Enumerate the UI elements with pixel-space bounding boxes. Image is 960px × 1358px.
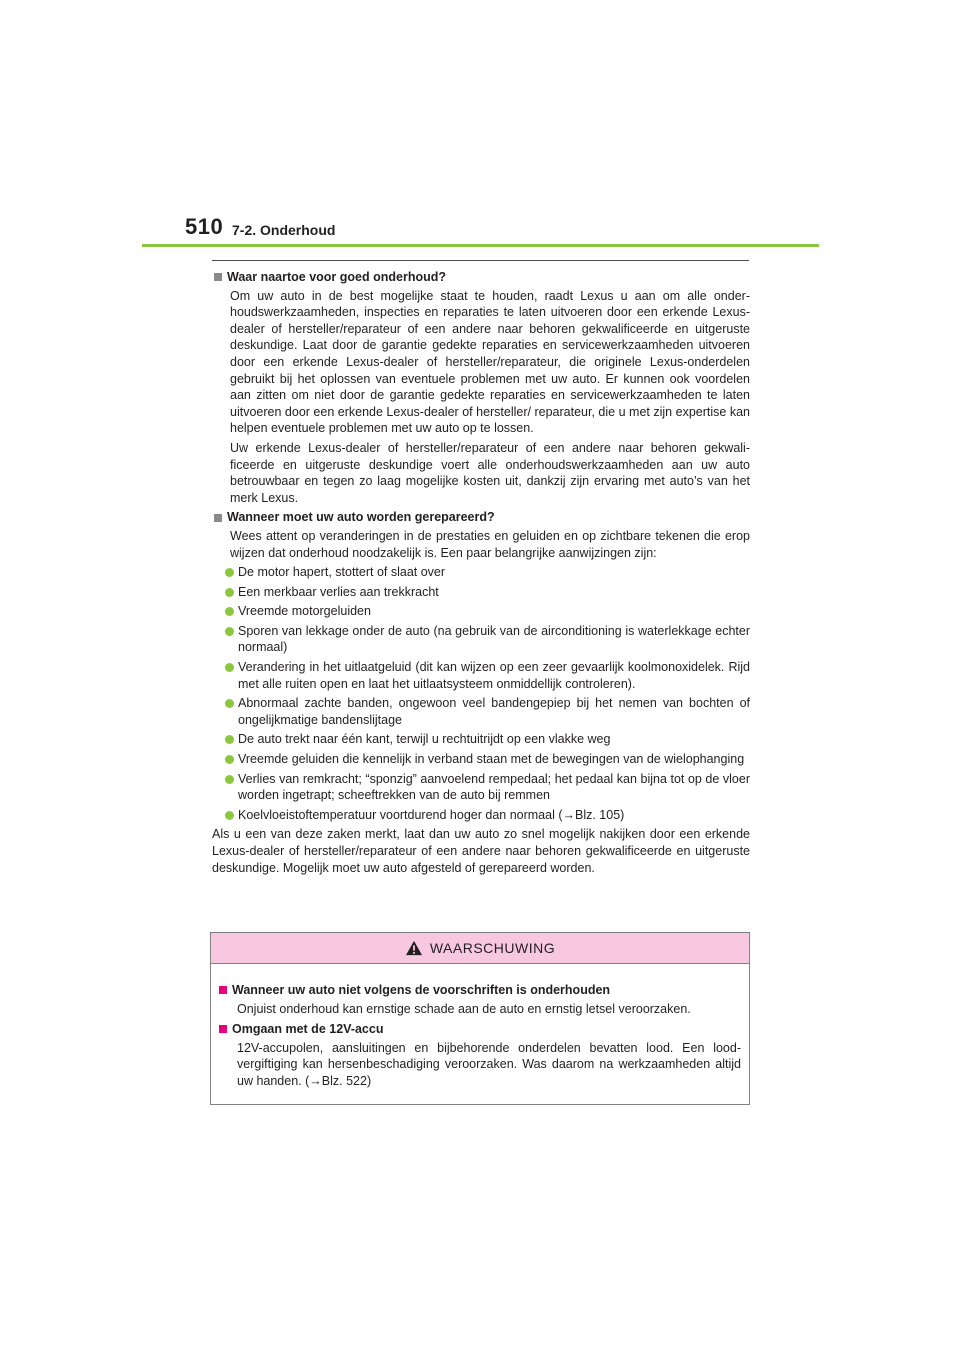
bullet-dot-icon xyxy=(225,588,234,597)
list-item-text: Vreemde geluiden die kennelijk in verband staan met de bewegingen van de wielophanging xyxy=(238,752,745,767)
list-item xyxy=(212,807,750,824)
bullet-dot-icon xyxy=(225,811,234,820)
bullet-dot-icon xyxy=(225,663,234,672)
list-item-text: De motor hapert, stottert of slaat over xyxy=(238,565,446,580)
bullet-dot-icon xyxy=(225,627,234,636)
main-content xyxy=(212,266,750,876)
bullet-dot-icon xyxy=(225,735,234,744)
header-rule xyxy=(142,244,819,247)
list-item xyxy=(212,751,750,768)
bullet-dot-icon xyxy=(225,755,234,764)
list-item xyxy=(212,659,750,692)
square-bullet-icon xyxy=(219,986,227,994)
warning-body xyxy=(211,964,749,1090)
bullet-dot-icon xyxy=(225,568,234,577)
square-bullet-icon xyxy=(214,273,222,281)
page-number: 510 xyxy=(185,214,224,239)
list-item-text: Koelvloeistoftemperatuur voortdurend hoger dan normaal (→Blz. 105) xyxy=(238,807,625,822)
list-item-text: Een merkbaar verlies aan trekkracht xyxy=(238,584,439,599)
list-item xyxy=(212,623,750,656)
paragraph: Uw erkende Lexus-dealer of hersteller/reparateur of een andere naar behoren gekwalificeerde en uitgeruste deskundige voert alle onderhoudswerkzaamheden aan uw auto betrouwbaar en tegen zo laag mogelijke kosten uit, dankzij zijn ervaring met auto’s van het merk Lexus. xyxy=(230,440,750,505)
closing-paragraph: Als u een van deze zaken merkt, laat dan uw auto zo snel mogelijk nakijken door een erkende Lexus-dealer of hersteller/reparateur of een andere naar behoren gekwalificeerde en uitgeruste deskundige. Mogelijk moet uw auto afgesteld of gerepareerd worden. xyxy=(212,827,750,875)
warning-title: WAARSCHUWING xyxy=(429,939,556,956)
list-item-text: Sporen van lekkage onder de auto (na gebruik van de airconditioning is waterlekkage echter normaal) xyxy=(238,623,750,655)
section-heading xyxy=(212,269,750,286)
warning-text: 12V-accupolen, aansluitingen en bijbehorende onderdelen bevatten lood. Een loodvergiftiging kan hersenbeschadiging veroorzaken. Was daarom na werkzaamheden altijd uw handen. (→Blz. 522) xyxy=(237,1040,741,1088)
list-item-text: Verandering in het uitlaatgeluid (dit kan wijzen op een zeer gevaarlijk koolmonoxidelek. Rijd met alle ruiten open en laat het uitlaatsysteem onmiddellijk controleren). xyxy=(238,660,750,691)
bullet-dot-icon xyxy=(225,775,234,784)
list-item xyxy=(212,695,750,728)
warning-header xyxy=(211,933,749,964)
list-item xyxy=(212,584,750,601)
square-bullet-icon xyxy=(214,514,222,522)
warning-heading xyxy=(219,1021,741,1038)
paragraph: Wees attent op veranderingen in de prestaties en geluiden en op zichtbare tekenen die erop wijzen dat onderhoud noodzakelijk is. Een paar belangrijke aanwijzingen zijn: xyxy=(230,528,750,560)
warning-heading xyxy=(219,982,741,999)
bullet-dot-icon xyxy=(225,699,234,708)
list-item-text: De auto trekt naar één kant, terwijl u rechtuitrijdt op een vlakke weg xyxy=(238,732,611,747)
list-item-text: Vreemde motorgeluiden xyxy=(238,604,371,619)
list-item xyxy=(212,603,750,620)
bullet-dot-icon xyxy=(225,607,234,616)
list-item xyxy=(212,564,750,581)
section-heading-text: Wanneer moet uw auto worden gerepareerd? xyxy=(227,510,495,525)
symptom-list xyxy=(212,564,750,823)
square-bullet-icon xyxy=(219,1025,227,1033)
warning-text: Onjuist onderhoud kan ernstige schade aan de auto en ernstig letsel veroorzaken. xyxy=(237,1001,691,1016)
warning-triangle-icon xyxy=(405,940,423,956)
warning-heading-text: Omgaan met de 12V-accu xyxy=(232,1022,384,1037)
list-item-text: Abnormaal zachte banden, ongewoon veel bandengepiep bij het nemen van bochten of ongelijkmatige bandenslijtage xyxy=(238,696,750,727)
section-title: 7-2. Onderhoud xyxy=(232,222,336,238)
list-item xyxy=(212,771,750,804)
warning-box xyxy=(210,932,750,1105)
paragraph: Om uw auto in de best mogelijke staat te houden, raadt Lexus u aan om alle onderhoudswerkzaamheden, inspecties en reparaties te laten uitvoeren door een erkende Lexus-dealer of hersteller/reparateur of een andere naar behoren gekwalificeerde en uitgeruste deskundige. Laat door de garantie gedekte reparaties en servicewerkzaamheden uitvoeren door een erkende Lexus-dealer of hersteller/reparateur, die originele Lexus-onderdelen gebruikt bij het oplossen van eventuele problemen met uw auto. Er kunnen ook voordelen aan zitten om niet door de garantie gedekte reparaties en servicewerkzaamheden te laten uitvoeren door een erkende Lexus-dealer of hersteller/ reparateur, die u met zijn expertise kan helpen eventuele problemen met uw auto op te lossen. xyxy=(230,288,750,436)
list-item-text: Verlies van remkracht; “sponzig” aanvoelend rempedaal; het pedaal kan bijna tot op de vloer worden ingetrapt; scheeftrekken van de auto bij remmen xyxy=(238,771,750,803)
warning-heading-text: Wanneer uw auto niet volgens de voorschriften is onderhouden xyxy=(232,983,611,997)
content-top-rule xyxy=(212,260,749,261)
list-item xyxy=(212,731,750,748)
section-heading-text: Waar naartoe voor goed onderhoud? xyxy=(227,270,446,284)
section-heading xyxy=(212,509,750,526)
